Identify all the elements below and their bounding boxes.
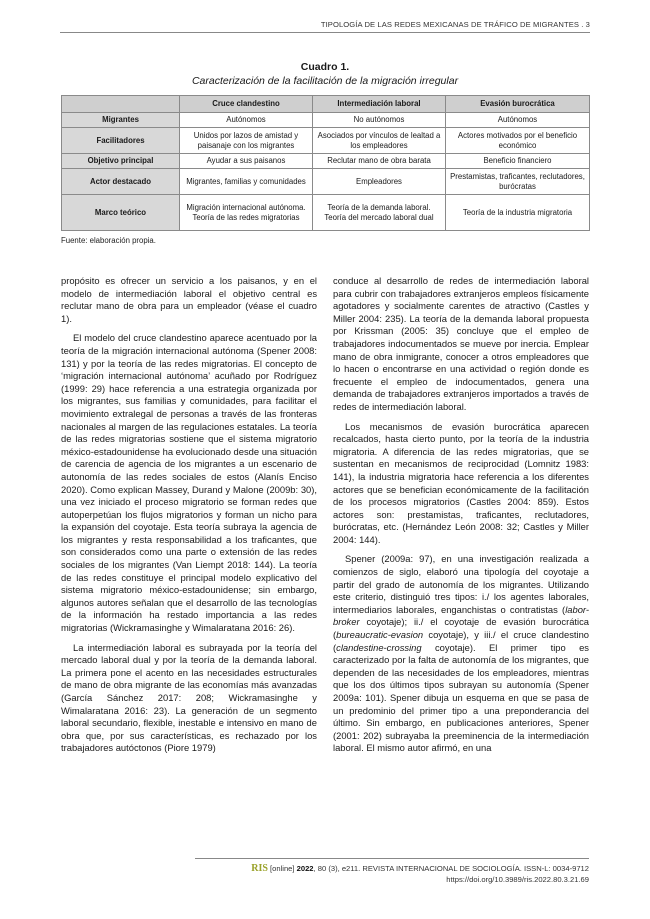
- row-header: Actor destacado: [62, 169, 180, 195]
- row-header: Objetivo principal: [62, 154, 180, 169]
- paragraph-text: Spener (2009a: 97), en una investigación realizada a comienzos de siglo, elaboró una tipología del coyotaje a partir del grado de autonomía de los migrantes. Utilizando este criterio, distinguió tres tipos: i./ los agentes laborales, intermediarios laborales, enganchistas o contratistas (: [333, 553, 589, 615]
- table-cell: Beneficio financiero: [446, 154, 590, 169]
- table-row: [62, 128, 590, 154]
- table-corner: [62, 96, 180, 113]
- body-paragraph: conduce al desarrollo de redes de intermediación laboral para cubrir con trabajadores extranjeros empleos físicamente agotadores y socialmente carentes de atractivo (Castles y Miller 2004: 235). La teoría de la demanda laboral propuesta por Krissman (2005: 35) concluye que el empleo de trabajadores indocumentados se mueve por inercia. Emplear mano de obra inmigrante, conocer a otros empleadores que lo hacen o encontrarse en una actividad o región donde es frecuente el empleo de indocumentados, genera una demanda de trabajadores extranjeros importados a través de redes de intermediación laboral.: [333, 275, 589, 412]
- footer-citation: , 80 (3), e211. REVISTA INTERNACIONAL DE SOCIOLOGÍA. ISSN-L: 0034-9712: [313, 864, 589, 873]
- table-cell: Autónomos: [446, 113, 590, 128]
- body-paragraph: propósito es ofrecer un servicio a los paisanos, y en el modelo de intermediación laboral el objetivo central es reclutar mano de obra para un empleador (véase el cuadro 1).: [61, 275, 317, 324]
- column-header: Cruce clandestino: [180, 96, 313, 113]
- table-row: [62, 113, 590, 128]
- table-header-row: [62, 96, 590, 113]
- table-cell: Prestamistas, traficantes, reclutadores, burócratas: [446, 169, 590, 195]
- running-header: TIPOLOGÍA DE LAS REDES MEXICANAS DE TRÁFICO DE MIGRANTES . 3: [60, 20, 590, 33]
- footer-year: 2022: [296, 864, 314, 873]
- body-paragraph: La intermediación laboral es subrayada por la teoría del mercado laboral dual y por la teoría de la demanda laboral. La primera pone el acento en las necesidades estructurales de mano de obra migrante de las economías más avanzadas (García Sánchez 2017: 208; Wickramasinghe y Wimalaratana 2016: 23). La generación de un segmento laboral secundario, flexible, inestable e intensivo en mano de obra que, por sus características, es rechazado por los trabajadores autóctonos (Piore 1979): [61, 641, 317, 754]
- body-paragraph: [333, 553, 589, 755]
- footer-online: [online]: [267, 864, 297, 873]
- table-subtitle: Caracterización de la facilitación de la migración irregular: [191, 75, 459, 87]
- paragraph-text: coyotaje). El primer tipo es caracterizado por la falta de autonomía de los migrantes, que dependen de las necesidades de los empleadores, mientras que los dos últimos tipos subrayan su autonomía (Spener 2009a: 101). Spener dibuja un esquema en que se pasa de un predominio del primer tipo a una preponderancia del último. Sin embargo, en publicaciones anteriores, Spener (2001: 202) subrayaba la preeminencia de la intermediación laboral. El mismo autor afirmó, en una: [333, 641, 589, 754]
- page-footer: [195, 858, 589, 885]
- italic-term: labor-broker: [333, 603, 589, 628]
- table-cell: Actores motivados por el beneficio económico: [446, 128, 590, 154]
- citation-line: [195, 863, 589, 874]
- table-cell: Ayudar a sus paisanos: [180, 154, 313, 169]
- row-header: Marco teórico: [62, 195, 180, 231]
- table-caption: [60, 60, 590, 88]
- italic-term: clandestine-crossing: [336, 641, 422, 653]
- right-column: [333, 275, 589, 762]
- row-header: Migrantes: [62, 113, 180, 128]
- table-cell: Reclutar mano de obra barata: [313, 154, 446, 169]
- row-header: Facilitadores: [62, 128, 180, 154]
- table-number: Cuadro 1.: [300, 61, 350, 73]
- table-cell: Migración internacional autónoma. Teoría de las redes migratorias: [180, 195, 313, 231]
- body-paragraph: El modelo del cruce clandestino aparece acentuado por la teoría de la migración internacional autónoma (Spener 2008: 131) y por la teoría de las redes migratorias. El concepto de ‘migración internacional autónoma’ acuñado por Rodríguez (1999: 29) hace referencia a una estrategia organizada por los migrantes, sus familias y comunidades, para facilitar el movimiento extralegal de personas a través de las fronteras nacionales al margen de las regulaciones estatales. La teoría de las redes migratorias sostiene que el sistema migratorio méxico-estadounidense ha evolucionado desde una situación de carencia de agencia de los migrantes a un escenario de autonomía de las redes sociales de estos (Alanís Enciso 2020). Como explican Massey, Durand y Malone (2009b: 30), una vez iniciado el proceso migratorio se forman redes que autoperpetúan los flujos migratorios y forman un nicho para la expansión del coyotaje. Esta teoría subraya la agencia de los migrantes y resta responsabilidad a los traficantes, que son considerados como una parte o extensión de las redes sociales de los migrantes (Van Liempt 2018: 144). La teoría de las redes constituye el principal modelo explicativo del sistema migratorio méxico-estadounidense; sin embargo, algunos autores señalan que el desarrollo de las tecnologías de la información ha restado importancia a las redes migratorias (Wickramasinghe y Wimalaratana 2016: 26).: [61, 332, 317, 634]
- italic-term: bureaucratic-evasion: [336, 629, 424, 641]
- table-source-note: Fuente: elaboración propia.: [61, 236, 156, 245]
- table-row: [62, 169, 590, 195]
- table-cell: No autónomos: [313, 113, 446, 128]
- paragraph-text: coyotaje); ii./ el coyotaje de evasión burocrática (: [333, 616, 589, 641]
- table-cell: Autónomos: [180, 113, 313, 128]
- table-row: [62, 195, 590, 231]
- column-header: Evasión burocrática: [446, 96, 590, 113]
- table-cell: Migrantes, familias y comunidades: [180, 169, 313, 195]
- table-cell: Unidos por lazos de amistad y paisanaje con los migrantes: [180, 128, 313, 154]
- table-cell: Teoría de la industria migratoria: [446, 195, 590, 231]
- column-header: Intermediación laboral: [313, 96, 446, 113]
- table-row: [62, 154, 590, 169]
- table-cell: Teoría de la demanda laboral. Teoría del mercado laboral dual: [313, 195, 446, 231]
- characterization-table: [61, 95, 590, 231]
- left-column: [61, 275, 317, 762]
- table-cell: Asociados por vínculos de lealtad a los empleadores: [313, 128, 446, 154]
- table-cell: Empleadores: [313, 169, 446, 195]
- doi-link[interactable]: https://doi.org/10.3989/ris.2022.80.3.21.69: [446, 875, 589, 884]
- journal-logo: RIS: [251, 863, 268, 874]
- body-paragraph: Los mecanismos de evasión burocrática aparecen recalcados, hasta cierto punto, por la teoría de la industria migratoria. A diferencia de las redes migratorias, que se sustentan en mecanismos de reciprocidad (Lomnitz 1983: 141), la industria migratoria hace referencia a los diferentes actores que se benefician económicamente de la facilitación de los procesos migratorios (Castles 2004: 859). Estos actores son: prestamistas, traficantes, reclutadores, burócratas, etc. (Hernández León 2008: 32; Castles y Miller 2004: 144).: [333, 420, 589, 545]
- paragraph-text: coyotaje), y iii./ el cruce clandestino (: [333, 629, 589, 653]
